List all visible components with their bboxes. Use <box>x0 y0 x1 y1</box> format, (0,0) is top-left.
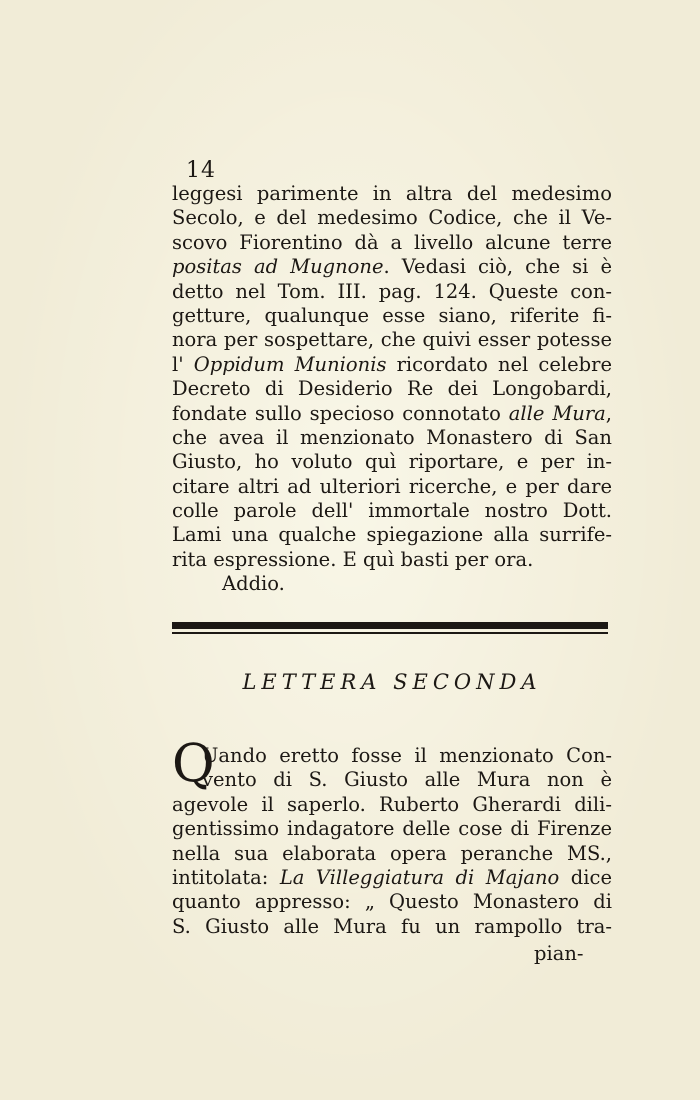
closing-line <box>172 572 612 596</box>
text-segment: l' <box>172 352 194 376</box>
catchword: pian- <box>534 942 584 965</box>
letter-one-text <box>172 182 612 597</box>
text-line <box>172 450 612 474</box>
text-line <box>172 793 612 817</box>
text-line <box>172 328 612 352</box>
text-line <box>172 523 612 547</box>
letter-two-text <box>172 744 612 939</box>
text-segment: ricordato nel celebre <box>386 352 612 376</box>
text-line <box>172 817 612 841</box>
text-line <box>172 353 612 377</box>
text-line <box>172 206 612 230</box>
text-line <box>172 402 612 426</box>
text-segment: Uando eretto fosse il menzionato Con- <box>202 744 612 767</box>
closing-word: Addio. <box>222 572 285 596</box>
text-line <box>172 842 612 866</box>
text-segment: , <box>605 401 612 425</box>
section-divider-thick <box>172 622 608 629</box>
text-line <box>172 304 612 328</box>
text-line <box>172 475 612 499</box>
letter-heading: LETTERA SECONDA <box>242 670 542 694</box>
text-line <box>172 182 612 206</box>
text-segment: leggesi parimente in altra del medesimo <box>172 182 612 205</box>
text-line <box>172 915 612 939</box>
text-segment: citare altri ad ulteriori ricerche, e per dare <box>172 474 612 498</box>
text-segment: gentissimo indagatore delle cose di Firenze <box>172 817 612 841</box>
text-segment: quanto appresso: „ Questo Monastero di <box>172 890 612 914</box>
text-line <box>172 866 612 890</box>
text-segment: colle parole dell' immortale nostro Dott. <box>172 499 612 523</box>
text-line <box>172 377 612 401</box>
text-line <box>172 744 612 768</box>
text-segment: Secolo, e del medesimo Codice, che il Ve- <box>172 206 612 230</box>
italic-phrase: La Villeggiatura di Majano <box>279 865 560 889</box>
text-line <box>172 548 612 572</box>
text-line <box>172 231 612 255</box>
text-line <box>172 255 612 279</box>
text-segment: che avea il menzionato Monastero di San <box>172 425 612 449</box>
drop-cap: Q <box>172 734 215 794</box>
text-segment: Lami una qualche spiegazione alla surrife- <box>172 523 612 547</box>
text-segment: dice <box>559 865 612 889</box>
text-segment: getture, qualunque esse siano, riferite fi- <box>172 303 612 327</box>
text-segment: fondate sullo specioso connotato <box>172 401 509 425</box>
text-segment: nora per sospettare, che quivi esser potesse <box>172 328 612 352</box>
text-line <box>172 280 612 304</box>
text-segment: Giusto, ho voluto quì riportare, e per in- <box>172 450 612 474</box>
text-segment: intitolata: <box>172 865 280 889</box>
text-line <box>172 499 612 523</box>
text-segment: vento di S. Giusto alle Mura non è <box>202 768 612 792</box>
text-segment: detto nel Tom. III. pag. 124. Queste con- <box>172 279 612 303</box>
text-segment: nella sua elaborata opera peranche MS., <box>172 841 612 865</box>
page-number: 14 <box>186 158 216 183</box>
text-segment: . Vedasi ciò, che si è <box>383 255 612 279</box>
text-segment: agevole il saperlo. Ruberto Gherardi dili- <box>172 792 612 816</box>
text-segment: S. Giusto alle Mura fu un rampollo tra- <box>172 914 612 938</box>
italic-phrase: positas ad Mugnone <box>172 255 384 279</box>
text-segment: rita espressione. E quì basti per ora. <box>172 547 534 571</box>
section-divider-thin <box>172 632 608 634</box>
text-line <box>172 426 612 450</box>
italic-phrase: alle Mura <box>508 401 606 425</box>
italic-phrase: Oppidum Munionis <box>193 352 387 376</box>
text-line <box>172 890 612 914</box>
text-segment: scovo Fiorentino dà a livello alcune terre <box>172 230 612 254</box>
text-line <box>172 768 612 792</box>
text-segment: Decreto di Desiderio Re dei Longobardi, <box>172 377 612 401</box>
